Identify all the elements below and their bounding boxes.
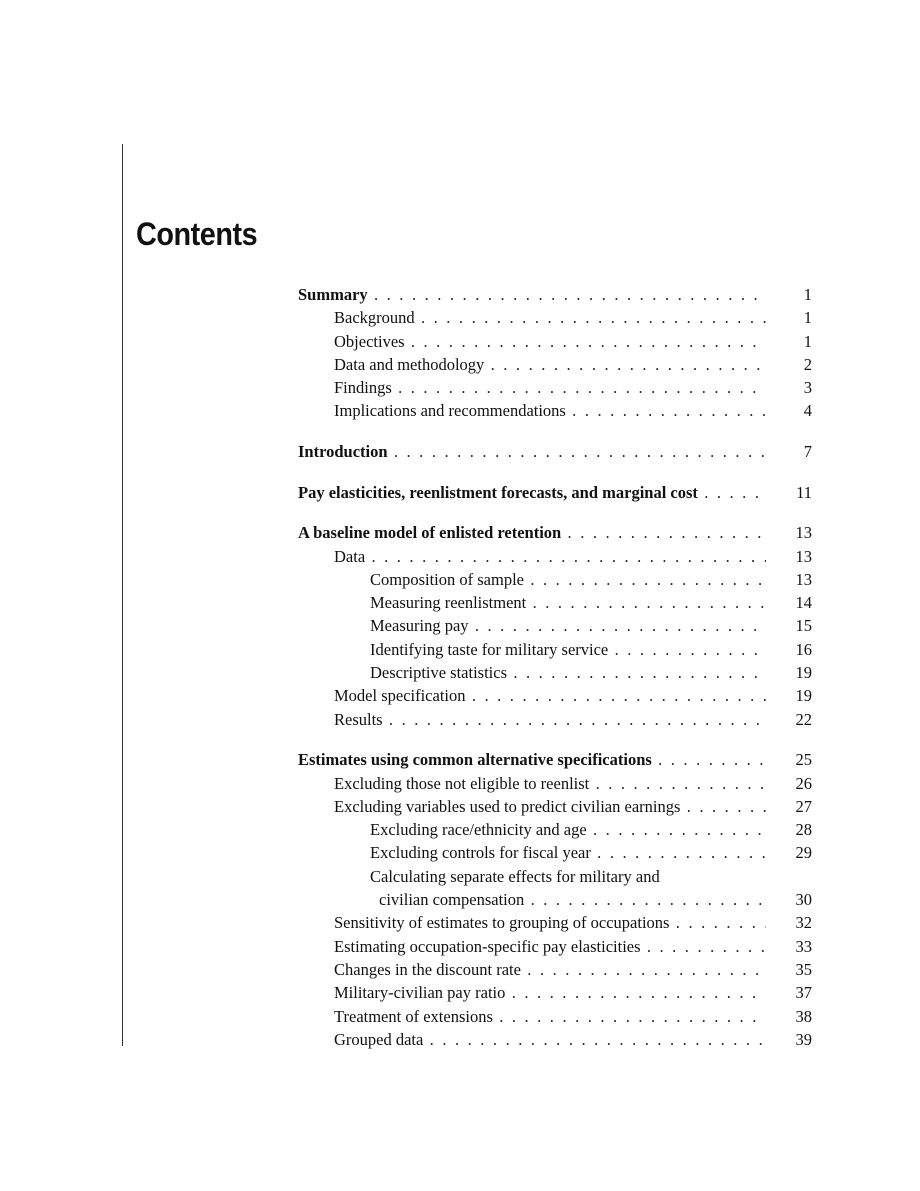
toc-entry-page-number: 22 bbox=[795, 709, 812, 729]
toc-entry[interactable] bbox=[298, 841, 812, 864]
toc-entry[interactable] bbox=[298, 306, 812, 329]
toc-entry-title: A baseline model of enlisted retention bbox=[298, 523, 562, 543]
toc-entry[interactable] bbox=[298, 283, 812, 306]
toc-entry-title: Findings bbox=[334, 378, 392, 398]
toc-entry-leader bbox=[334, 684, 766, 707]
toc-entry-leader bbox=[334, 981, 766, 1004]
toc-entry-title: Measuring reenlistment bbox=[370, 593, 527, 613]
toc-entry[interactable] bbox=[298, 748, 812, 771]
toc-entry-leader bbox=[379, 888, 766, 911]
toc-entry-title: Background bbox=[334, 308, 415, 328]
toc-entry-page-number: 11 bbox=[796, 482, 812, 502]
toc-entry-title: Excluding race/ethnicity and age bbox=[370, 820, 587, 840]
toc-entry-page-number: 33 bbox=[795, 936, 812, 956]
toc-entry-leader bbox=[334, 399, 766, 422]
toc-entry-page-number: 2 bbox=[803, 354, 812, 374]
toc-entry-leader bbox=[334, 911, 766, 934]
toc-entry[interactable] bbox=[298, 545, 812, 568]
toc-entry-leader bbox=[334, 935, 766, 958]
toc-entry-leader bbox=[370, 568, 766, 591]
toc-entry-page-number: 25 bbox=[795, 750, 812, 770]
toc-entry-leader bbox=[370, 841, 766, 864]
toc-entry-title: Sensitivity of estimates to grouping of occupations bbox=[334, 913, 670, 933]
toc-entry-title: civilian compensation bbox=[379, 890, 525, 910]
toc-entry[interactable] bbox=[298, 521, 812, 544]
toc-entry-leader bbox=[334, 306, 766, 329]
toc-entry[interactable] bbox=[298, 865, 812, 888]
toc-entry-title: Introduction bbox=[298, 442, 388, 462]
toc-entry[interactable] bbox=[298, 353, 812, 376]
toc-entry-page-number: 14 bbox=[795, 593, 812, 613]
toc-entry[interactable] bbox=[298, 399, 812, 422]
toc-entry-leader bbox=[334, 1028, 766, 1051]
toc-entry-page-number: 13 bbox=[795, 546, 812, 566]
toc-entry-title: Estimating occupation-specific pay elasticities bbox=[334, 936, 641, 956]
toc-entry[interactable] bbox=[298, 568, 812, 591]
toc-entry-title: Descriptive statistics bbox=[370, 663, 508, 683]
toc-entry-leader bbox=[334, 376, 766, 399]
toc-entry-leader bbox=[370, 865, 766, 888]
toc-entry-leader bbox=[334, 795, 766, 818]
toc-entry[interactable] bbox=[298, 795, 812, 818]
toc-entry-leader bbox=[334, 1005, 766, 1028]
toc-entry[interactable] bbox=[298, 818, 812, 841]
toc-entry-leader bbox=[334, 353, 766, 376]
toc-entry[interactable] bbox=[298, 708, 812, 731]
toc-entry-leader bbox=[298, 521, 766, 544]
toc-entry-title: Results bbox=[334, 709, 383, 729]
toc-entry-leader bbox=[370, 591, 766, 614]
toc-entry-page-number: 35 bbox=[795, 959, 812, 979]
toc-entry-title: Calculating separate effects for military and bbox=[370, 866, 660, 886]
toc-entry[interactable] bbox=[298, 440, 812, 463]
margin-rule bbox=[122, 144, 123, 1046]
toc-entry-leader bbox=[370, 614, 766, 637]
toc-entry[interactable] bbox=[298, 958, 812, 981]
toc-entry[interactable] bbox=[298, 684, 812, 707]
toc-entry-leader bbox=[334, 772, 766, 795]
toc-entry-title: Measuring pay bbox=[370, 616, 469, 636]
table-of-contents bbox=[298, 283, 812, 1051]
toc-entry[interactable] bbox=[298, 614, 812, 637]
page-title: Contents bbox=[136, 216, 258, 252]
toc-entry[interactable] bbox=[298, 1028, 812, 1051]
toc-entry-leader bbox=[298, 481, 766, 504]
toc-entry-leader bbox=[370, 638, 766, 661]
toc-entry-page-number: 29 bbox=[795, 843, 812, 863]
toc-entry[interactable] bbox=[298, 772, 812, 795]
toc-entry-page-number: 13 bbox=[795, 569, 812, 589]
toc-entry-leader bbox=[298, 283, 766, 306]
toc-entry-leader bbox=[370, 661, 766, 684]
toc-entry-page-number: 26 bbox=[795, 773, 812, 793]
toc-entry[interactable] bbox=[298, 330, 812, 353]
toc-entry-leader bbox=[334, 545, 766, 568]
toc-entry-page-number: 37 bbox=[795, 983, 812, 1003]
toc-entry-title: Identifying taste for military service bbox=[370, 639, 609, 659]
toc-entry-page-number: 19 bbox=[795, 686, 812, 706]
toc-entry-page-number: 16 bbox=[795, 639, 812, 659]
toc-entry-page-number: 3 bbox=[803, 378, 812, 398]
toc-entry-title: Pay elasticities, reenlistment forecasts, and marginal cost bbox=[298, 482, 698, 502]
toc-entry-title: Treatment of extensions bbox=[334, 1006, 493, 1026]
toc-entry-page-number: 27 bbox=[795, 796, 812, 816]
toc-entry-leader bbox=[298, 748, 766, 771]
toc-entry[interactable] bbox=[298, 591, 812, 614]
toc-entry[interactable] bbox=[298, 1005, 812, 1028]
toc-entry[interactable] bbox=[298, 911, 812, 934]
toc-entry-title: Data and methodology bbox=[334, 354, 485, 374]
toc-entry-page-number: 32 bbox=[795, 913, 812, 933]
toc-entry-page-number: 39 bbox=[795, 1029, 812, 1049]
toc-entry-leader bbox=[298, 440, 766, 463]
toc-entry-page-number: 13 bbox=[795, 523, 812, 543]
toc-entry-title: Excluding controls for fiscal year bbox=[370, 843, 591, 863]
toc-entry[interactable] bbox=[298, 981, 812, 1004]
toc-entry-leader bbox=[334, 330, 766, 353]
toc-entry-title: Excluding variables used to predict civilian earnings bbox=[334, 796, 681, 816]
toc-entry-title: Implications and recommendations bbox=[334, 401, 566, 421]
toc-entry-page-number: 1 bbox=[803, 308, 812, 328]
toc-entry-page-number: 15 bbox=[795, 616, 812, 636]
toc-entry-title: Grouped data bbox=[334, 1029, 424, 1049]
toc-entry-page-number: 30 bbox=[795, 890, 812, 910]
toc-entry-title: Composition of sample bbox=[370, 569, 524, 589]
toc-entry-page-number: 1 bbox=[803, 285, 812, 304]
toc-entry-page-number: 4 bbox=[803, 401, 812, 421]
toc-entry[interactable] bbox=[298, 481, 812, 504]
toc-entry[interactable] bbox=[298, 376, 812, 399]
toc-entry-title: Model specification bbox=[334, 686, 466, 706]
toc-entry-title: Military-civilian pay ratio bbox=[334, 983, 506, 1003]
toc-entry[interactable] bbox=[298, 935, 812, 958]
toc-entry-title: Objectives bbox=[334, 331, 405, 351]
toc-entry-page-number: 1 bbox=[803, 331, 812, 351]
toc-entry-title: Summary bbox=[298, 285, 368, 304]
toc-entry-page-number: 38 bbox=[795, 1006, 812, 1026]
toc-entry-title: Excluding those not eligible to reenlist bbox=[334, 773, 590, 793]
toc-entry[interactable] bbox=[298, 638, 812, 661]
toc-entry-page-number: 7 bbox=[803, 442, 812, 462]
toc-entry-title: Changes in the discount rate bbox=[334, 959, 521, 979]
toc-entry-leader bbox=[334, 958, 766, 981]
toc-entry[interactable] bbox=[298, 661, 812, 684]
toc-entry-title: Estimates using common alternative specifications bbox=[298, 750, 652, 770]
toc-entry-leader bbox=[370, 818, 766, 841]
toc-entry[interactable] bbox=[298, 888, 812, 911]
toc-entry-page-number: 28 bbox=[795, 820, 812, 840]
toc-entry-leader bbox=[334, 708, 766, 731]
toc-entry-title: Data bbox=[334, 546, 366, 566]
toc-entry-page-number: 19 bbox=[795, 663, 812, 683]
